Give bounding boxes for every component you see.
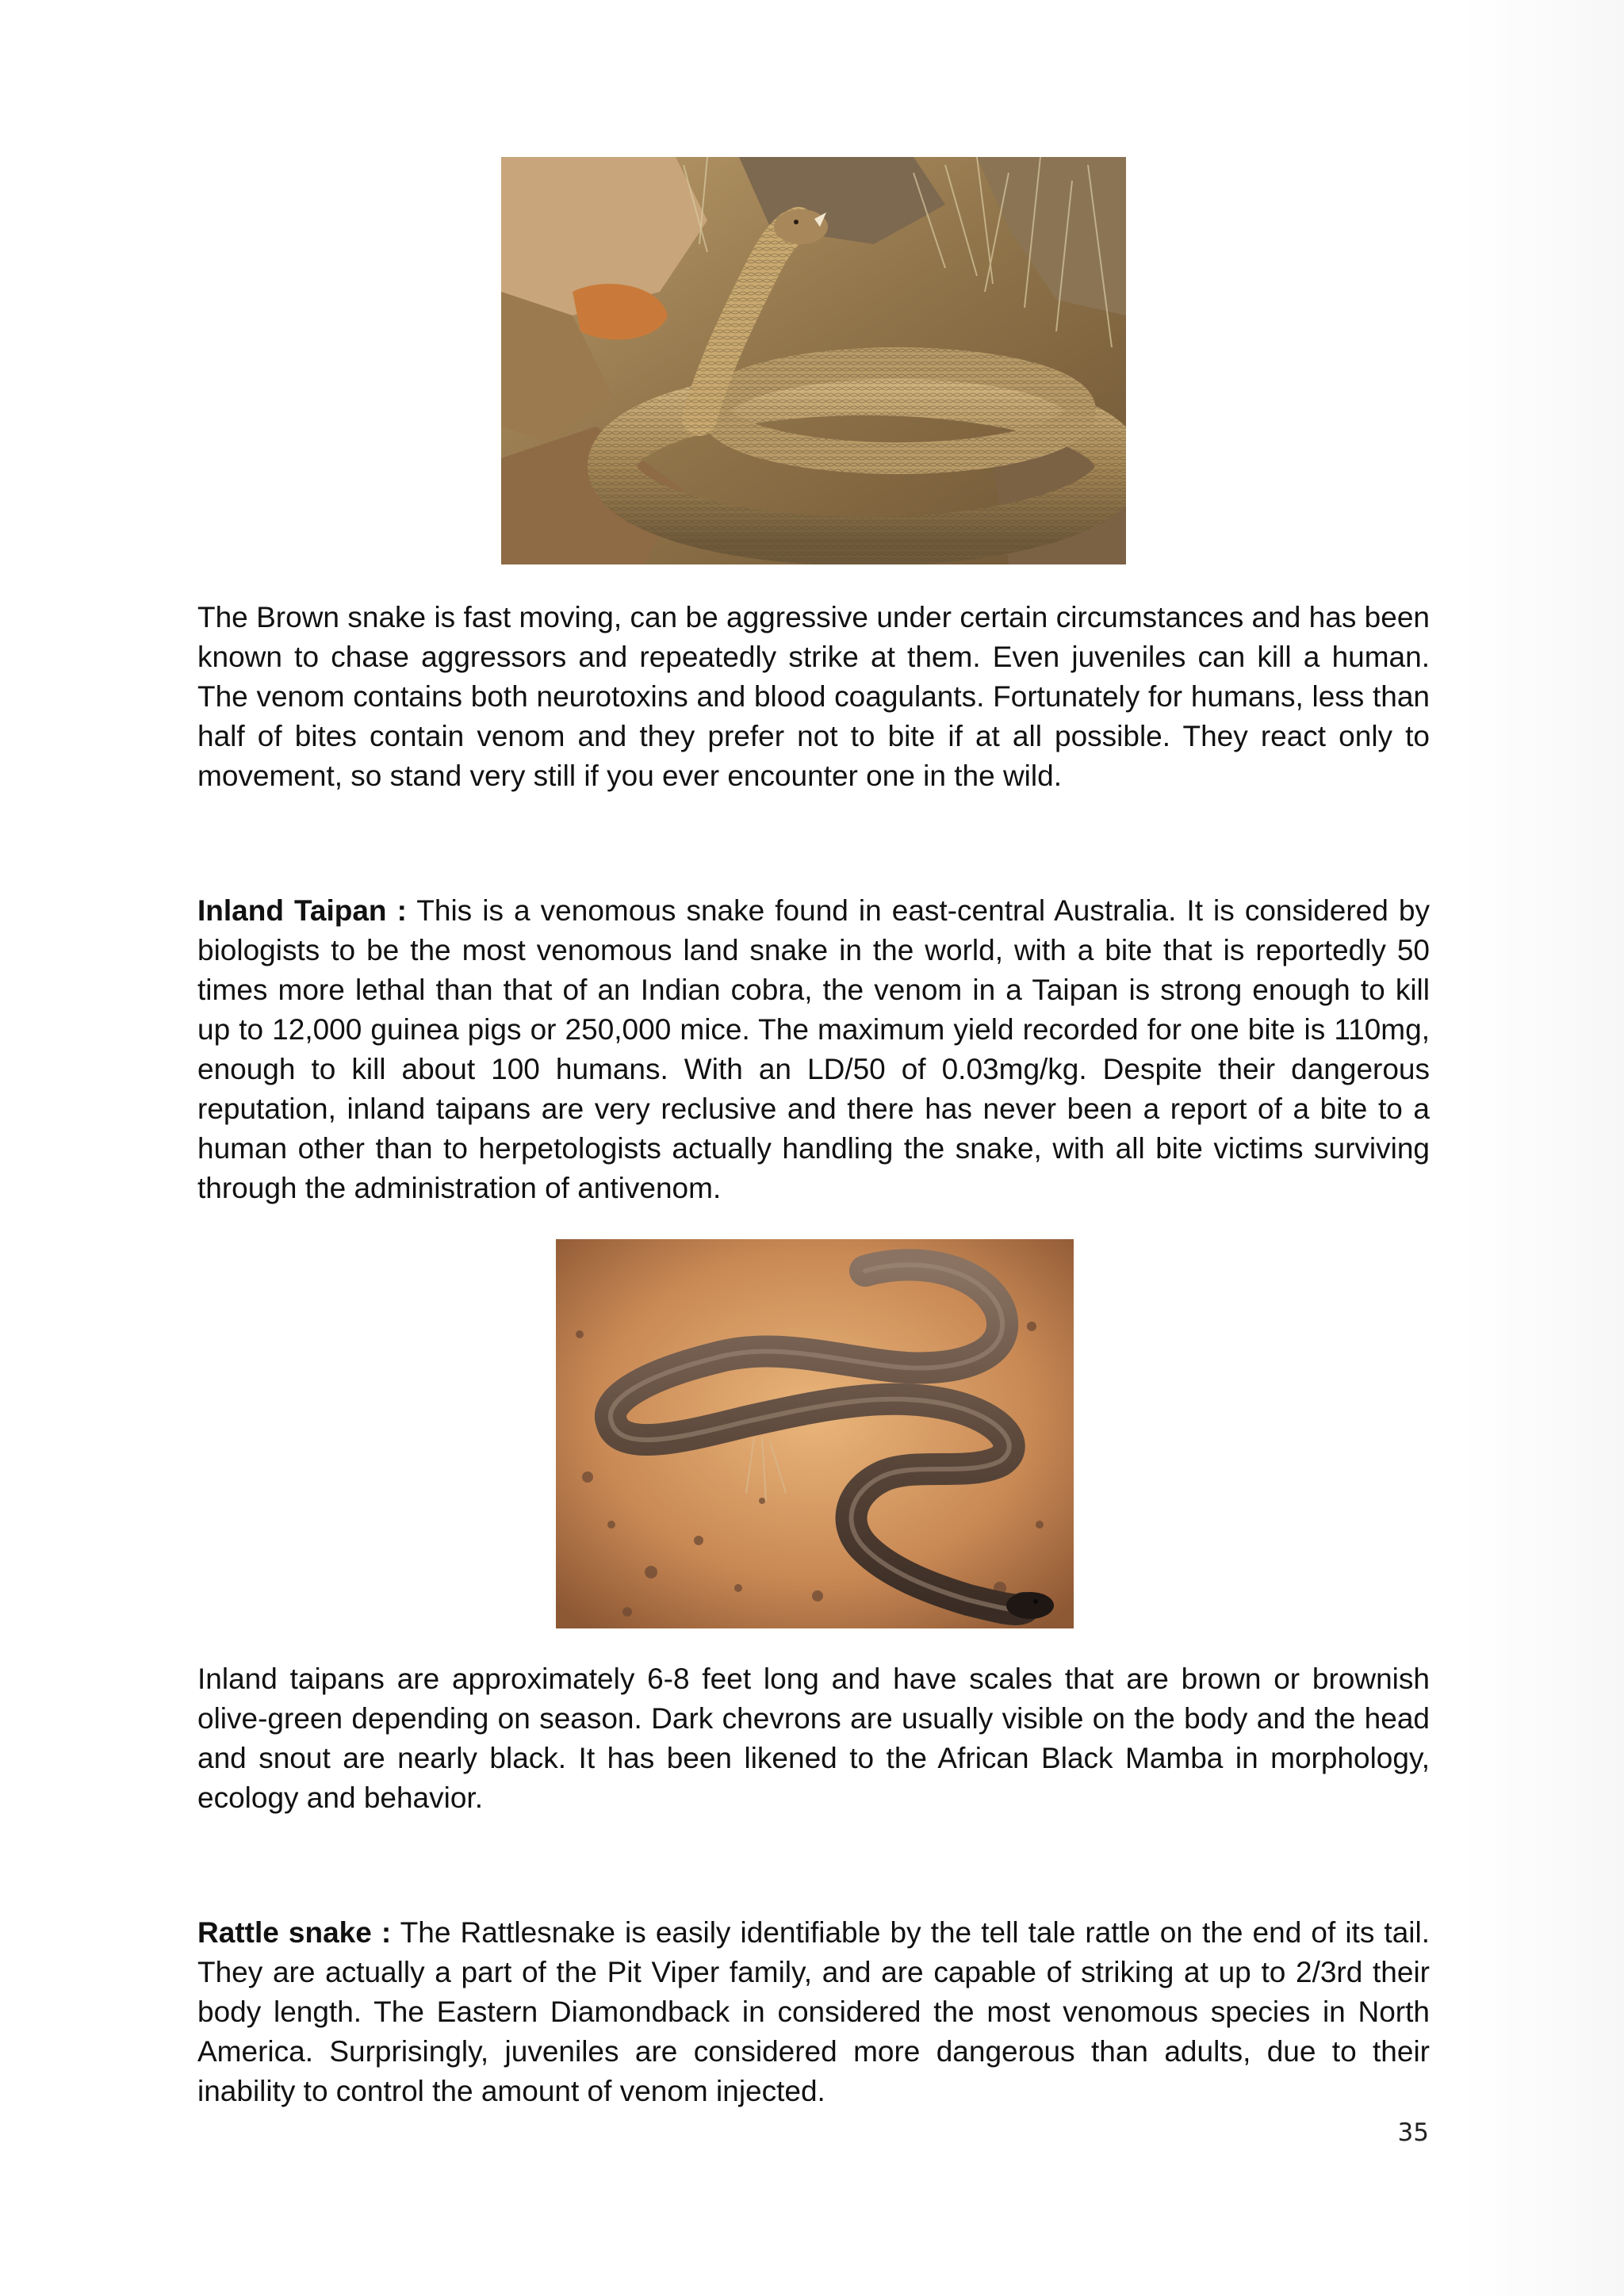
inland-taipan-heading: Inland Taipan : bbox=[197, 894, 407, 927]
page-number: 35 bbox=[1397, 2118, 1429, 2147]
inland-taipan-photo bbox=[556, 1239, 1074, 1628]
rattle-snake-paragraph bbox=[197, 1913, 1430, 2111]
brown-snake-illustration bbox=[501, 157, 1126, 564]
inland-taipan-paragraph bbox=[197, 891, 1430, 1208]
inland-taipan-illustration bbox=[556, 1239, 1074, 1628]
rattle-snake-heading: Rattle snake : bbox=[197, 1916, 392, 1949]
rattle-snake-text: The Rattlesnake is easily identifiable by the tell tale rattle on the end of its tail. They are actually a part of the Pit Viper family, and are capable of striking at up to 2/3rd their body length. The Eastern Diamondback in considered the most venomous species in North America. Surprisingly, juveniles are considered more dangerous than adults, due to their inability to control the amount of venom injected. bbox=[197, 1916, 1431, 2107]
brown-snake-photo bbox=[501, 157, 1126, 564]
inland-taipan-description-paragraph: Inland taipans are approximately 6-8 feet long and have scales that are brown or brownish olive-green depending on season. Dark chevrons are usually visible on the body and the head and snout are nearly black. It has been likened to the African Black Mamba in morphology, ecology and behavior. bbox=[197, 1663, 1430, 1814]
inland-taipan-text: This is a venomous snake found in east-central Australia. It is considered by biologists to be the most venomous land snake in the world, with a bite that is reportedly 50 times more lethal than that of an Indian cobra, the venom in a Taipan is strong enough to kill up to 12,000 guinea pigs or 250,000 mice. The maximum yield recorded for one bite is 110mg, enough to kill about 100 humans. With an LD/50 of 0.03mg/kg. Despite their dangerous reputation, inland taipans are very reclusive and there has never been a report of a bite to a human other than to herpetologists actually handling the snake, with all bite victims surviving through the administration of antivenom. bbox=[197, 894, 1430, 1204]
brown-snake-paragraph: The Brown snake is fast moving, can be aggressive under certain circumstances and has been known to chase aggressors and repeatedly strike at them. Even juveniles can kill a human. The venom contains both neurotoxins and blood coagulants. Fortunately for humans, less than half of bites contain venom and they prefer not to bite if at all possible. They react only to movement, so stand very still if you ever encounter one in the wild. bbox=[197, 601, 1430, 792]
